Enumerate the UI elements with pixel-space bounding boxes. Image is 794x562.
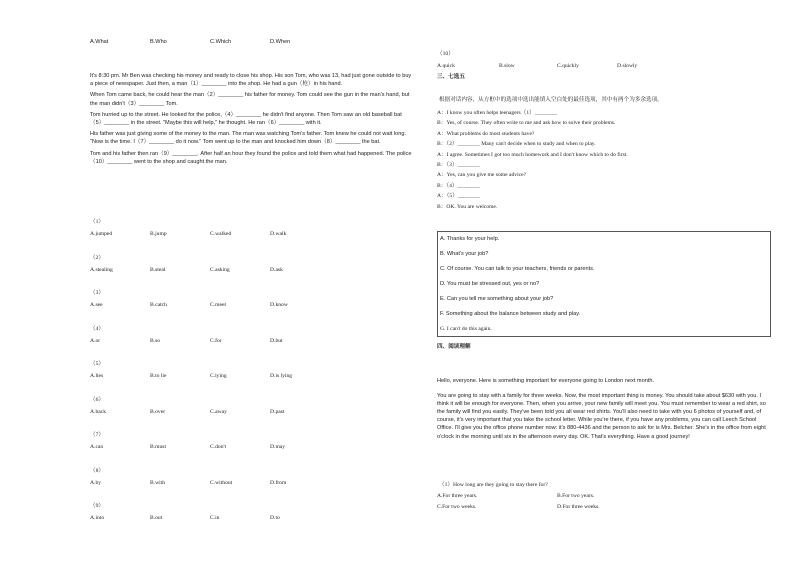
question-number: （8）: [90, 467, 104, 474]
right-column: [437, 0, 772, 562]
question-2-option-d[interactable]: D.ask: [270, 266, 283, 273]
question-6-option-b[interactable]: B.over: [150, 408, 166, 415]
dialogue-line: B：（3）________: [437, 162, 480, 169]
question-number: （9）: [90, 503, 104, 509]
box-option-g[interactable]: G. I can't do this again.: [440, 326, 492, 332]
q10-option-b[interactable]: B.slow: [499, 63, 515, 69]
rq1-option-d[interactable]: D.For three weeks.: [557, 504, 600, 510]
question-8-option-b[interactable]: B.with: [150, 479, 166, 486]
passage-paragraph: Tom hurried up to the street. He looked for the police,（4）________ he didn't find anyone. Then Tom saw an old baseball bat（5）________ in the street. "Maybe this will help," he thought. He ran（6）________ with it.: [90, 111, 402, 126]
question-number: （2）: [90, 254, 104, 261]
question-2-option-a[interactable]: A.stealing: [90, 266, 113, 273]
rq1-option-a[interactable]: A.For three years.: [437, 493, 478, 499]
passage-paragraph: When Tom came back, he could hear the man（2）________ his father for money. Tom could see the gun in the man's hand, but the man didn't（3）________ Tom.: [90, 92, 410, 107]
question-5-option-c[interactable]: C.lying: [210, 373, 227, 379]
question-7-option-a[interactable]: A.can: [90, 444, 104, 450]
question-4-option-a[interactable]: A.or: [90, 337, 101, 344]
dialogue-line: A：Yes, can you give me some advice?: [437, 172, 527, 179]
top-option-d[interactable]: D.When: [270, 39, 291, 45]
question-3-option-d[interactable]: D.know: [270, 302, 288, 308]
question-5-option-b[interactable]: B.to lie: [150, 373, 167, 379]
box-option-f[interactable]: F. Something about the balance between study and play.: [440, 311, 581, 317]
section3-instruction: 根据对话内容，从方框中的选项中选出能填入空白处的最佳选项，其中有两个为多余选项。: [439, 97, 663, 103]
question-5-option-a[interactable]: A.lies: [90, 373, 104, 379]
question-number: （7）: [90, 432, 104, 438]
rq1-option-b[interactable]: B.For two years.: [557, 493, 595, 499]
section4-title: 四、阅读理解: [437, 344, 471, 350]
dialogue-line: A：I agree. Sometimes I got too much homework and I don't know which to do first.: [437, 151, 628, 158]
question-8-option-a[interactable]: A.by: [90, 479, 102, 486]
question-7-option-d[interactable]: D.may: [270, 444, 286, 450]
reading-intro: Hello, everyone. Here is something important for everyone going to London next month.: [437, 378, 655, 384]
box-option-c[interactable]: C. Of course. You can talk to your teachers, friends or parents.: [440, 266, 595, 272]
question-9-option-a[interactable]: A.into: [90, 515, 105, 521]
question-number: （6）: [90, 396, 104, 403]
dialogue-line: B：OK. You are welcome.: [437, 203, 498, 210]
section3-title: 三、七选五: [437, 74, 465, 80]
dialogue-line: A：I know you often helps teenagers（1）________: [437, 110, 558, 116]
dialogue-line: B：（2）________ Many can't decide when to study and when to play.: [437, 141, 596, 148]
question-3-option-c[interactable]: C.meet: [210, 302, 227, 308]
box-option-b[interactable]: B. What's your job?: [440, 251, 489, 257]
passage-paragraph: It's 8:30 pm. Mr Ben was checking his money and ready to close his shop. His son Tom, who was 13, had just gone outside to buy a piece of newspaper. Just then, a man（1）________ into the shop. He had a gun（枪）in his hand.: [90, 73, 412, 88]
reading-body: You are going to stay with a family for three weeks. Now, the most important thing is money. You should take about $630 with you. I think it will be enough for everyone. Then, when you arrive, your new family will meet you. You must remember to wear a red shirt, so the family will find you easily. They've been told you all wear red shirts. You'll also need to take with you 6 photos of yourself and, of course, it's very important that you take the school letter. While you're there, if you have any problems, you can call Leech School Office. I'll give you the office phone number now: it's 880-4436 and the person to ask for is Mrs. Belcher. She's in the office from eight o'clock in the morning until six in the afternoon every day. OK. That's everything. Have a good journey!: [437, 393, 766, 440]
question-1-option-a[interactable]: A.jumped: [90, 231, 113, 237]
question-2-option-b[interactable]: B.steal: [150, 266, 166, 273]
box-option-e[interactable]: E. Can you tell me something about your job?: [440, 296, 554, 302]
question-6-option-a[interactable]: A.back: [90, 408, 106, 415]
question-3-option-b[interactable]: B.catch: [150, 302, 167, 308]
question-1-option-d[interactable]: D.walk: [270, 231, 287, 237]
question-3-option-a[interactable]: A.see: [90, 302, 103, 308]
dialogue-line: B：（4）________: [437, 182, 480, 189]
question-8-option-d[interactable]: D.from: [270, 479, 287, 486]
q10-option-c[interactable]: C.quickly: [557, 63, 579, 69]
cloze-passage: [90, 72, 412, 169]
dialogue-line: A：（5）________: [437, 193, 481, 200]
top-option-a[interactable]: A.What: [90, 39, 109, 45]
top-option-b[interactable]: B.Who: [150, 39, 167, 45]
question-6-option-d[interactable]: D.past: [270, 408, 285, 415]
question-9-option-b[interactable]: B.out: [150, 515, 163, 521]
left-column: [90, 0, 412, 562]
q10-option-d[interactable]: D.slowly: [617, 63, 638, 69]
question-4-option-d[interactable]: D.but: [270, 337, 283, 344]
question-number: （1）: [90, 219, 104, 225]
options-box: [437, 231, 771, 337]
question-1-option-c[interactable]: C.walked: [210, 231, 232, 237]
question-4-option-c[interactable]: C.for: [210, 337, 222, 344]
dialogue: [437, 108, 772, 212]
question-number: （5）: [90, 361, 104, 367]
question-5-option-d[interactable]: D.is lying: [270, 373, 293, 379]
passage-paragraph: Tom and his father then ran（9）________. After half an hour they found the police and told them what had happened. The police（10）________ went to the shop and caught the man.: [90, 150, 412, 165]
top-option-c[interactable]: C.Which: [210, 39, 232, 45]
question-9-option-d[interactable]: D.to: [270, 515, 280, 521]
question-1-option-b[interactable]: B.jump: [150, 231, 167, 237]
rq1-option-c[interactable]: C.For two weeks.: [437, 504, 477, 510]
question-8-option-c[interactable]: C.without: [210, 479, 233, 486]
question-9-option-c[interactable]: C.in: [210, 515, 220, 521]
question-10-number: （10）: [437, 51, 454, 57]
question-number: （4）: [90, 325, 104, 332]
box-option-a[interactable]: A. Thanks for your help.: [440, 236, 500, 242]
question-6-option-c[interactable]: C.away: [210, 408, 227, 415]
question-7-option-c[interactable]: C.don't: [210, 444, 227, 450]
box-option-d[interactable]: D. You must be stressed out, yes or no?: [440, 281, 540, 287]
q10-option-a[interactable]: A.quick: [437, 63, 455, 69]
question-number: （3）: [90, 290, 104, 296]
question-7-option-b[interactable]: B.must: [150, 444, 167, 450]
question-2-option-c[interactable]: C.asking: [210, 266, 230, 273]
dialogue-line: A：What problems do most students have?: [437, 130, 535, 137]
passage-paragraph: His father was just giving some of the money to the man. The man was watching Tom's father. Tom knew he could not wait long. "Now is the time. I（7）________ do it now." Tom went up to the man and knocked him down（8）________ the bat.: [90, 131, 407, 146]
question-4-option-b[interactable]: B.so: [150, 337, 161, 344]
dialogue-line: B：Yes, of course. They often write to me and ask how to solve their problems.: [437, 120, 616, 127]
reading-question-1: （1）How long are they going to stay there for?: [439, 482, 548, 488]
